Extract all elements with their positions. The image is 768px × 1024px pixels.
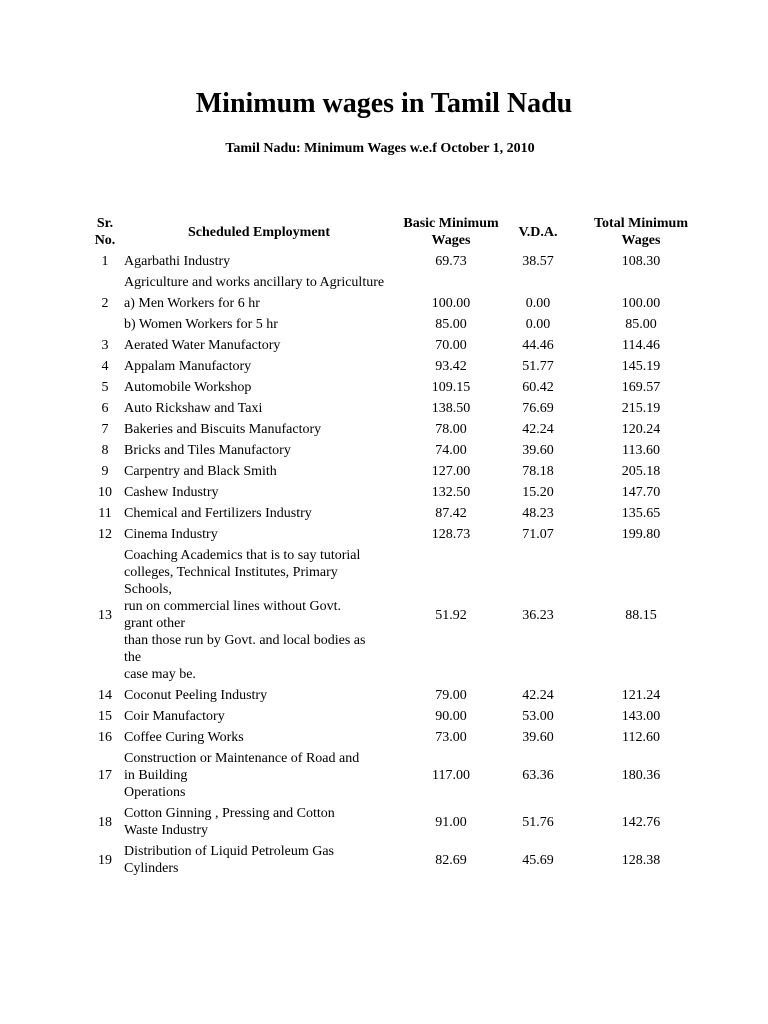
row-sr-no: 17	[98, 768, 112, 783]
row-total-wage: 112.60	[622, 730, 660, 745]
row-total-wage: 121.24	[621, 688, 661, 703]
employment-line: Operations	[124, 785, 186, 800]
header-sr-line2: No.	[94, 233, 116, 248]
row-total-wage: 169.57	[621, 380, 661, 395]
row-sr-no: 3	[101, 338, 109, 353]
row-sr-no: 19	[98, 852, 112, 868]
row-basic-wage	[394, 272, 508, 293]
table-row	[86, 251, 714, 272]
row-employment: Cinema Industry	[124, 527, 218, 542]
row-employment: Coffee Curing Works	[124, 730, 244, 745]
table-row	[86, 461, 714, 482]
header-vda: V.D.A.	[518, 224, 558, 240]
row-vda: 60.42	[522, 380, 554, 395]
row-sr-no: 11	[98, 506, 112, 521]
row-employment: Automobile Workshop	[124, 380, 252, 395]
row-basic-wage: 128.73	[431, 527, 471, 542]
table-row	[86, 803, 714, 841]
row-sr-no: 2	[101, 296, 109, 311]
row-basic-wage: 73.00	[435, 730, 467, 745]
table-row	[86, 293, 714, 314]
header-basic-line1: Basic Minimum	[403, 216, 499, 231]
row-sr-no: 7	[101, 422, 109, 437]
row-employment: Coir Manufactory	[124, 709, 225, 724]
table-row	[86, 748, 714, 803]
employment-line: run on commercial lines without Govt.	[124, 599, 341, 614]
header-sr-line1: Sr.	[96, 216, 114, 231]
row-vda: 39.60	[522, 443, 554, 458]
table-row	[86, 545, 714, 685]
row-employment: b) Women Workers for 5 hr	[124, 317, 278, 332]
employment-line: than those run by Govt. and local bodies as	[124, 633, 366, 648]
employment-line: Cylinders	[124, 861, 179, 876]
row-basic-wage: 93.42	[435, 359, 467, 374]
row-basic-wage: 74.00	[435, 443, 467, 458]
row-basic-wage: 79.00	[435, 688, 467, 703]
row-vda: 42.24	[522, 688, 554, 703]
header-basic-wages	[394, 213, 508, 251]
employment-line: grant other	[124, 616, 186, 631]
row-sr-no: 5	[101, 380, 109, 395]
row-basic-wage: 78.00	[435, 422, 467, 437]
row-total-wage: 100.00	[621, 296, 661, 311]
row-sr-no: 9	[101, 464, 109, 479]
row-sr-no: 13	[98, 607, 112, 623]
row-basic-wage: 82.69	[435, 852, 467, 868]
table-row	[86, 272, 714, 293]
employment-line: Cotton Ginning , Pressing and Cotton	[124, 806, 335, 821]
row-employment: Cashew Industry	[124, 485, 219, 500]
row-total-wage: 180.36	[621, 768, 661, 783]
row-total-wage: 128.38	[621, 852, 661, 868]
row-total-wage: 120.24	[621, 422, 661, 437]
row-vda: 71.07	[522, 527, 554, 542]
row-vda: 51.76	[522, 814, 554, 830]
row-sr-no: 12	[98, 527, 112, 542]
row-employment: Bricks and Tiles Manufactory	[124, 443, 291, 458]
row-vda: 53.00	[522, 709, 554, 724]
row-sr-no: 1	[101, 254, 109, 269]
table-row	[86, 727, 714, 748]
row-employment: Carpentry and Black Smith	[124, 464, 277, 479]
row-employment: Coconut Peeling Industry	[124, 688, 268, 703]
row-sr-no: 15	[98, 709, 112, 724]
header-total-line2: Wages	[621, 233, 661, 248]
row-employment: Auto Rickshaw and Taxi	[124, 401, 263, 416]
row-vda: 44.46	[522, 338, 554, 353]
table-row	[86, 706, 714, 727]
employment-line: Distribution of Liquid Petroleum Gas	[124, 844, 334, 859]
row-basic-wage: 138.50	[431, 401, 471, 416]
row-vda: 78.18	[522, 464, 554, 479]
row-employment	[124, 748, 394, 803]
page-subtitle: Tamil Nadu: Minimum Wages w.e.f October 1, 2010	[225, 141, 535, 156]
header-total-wages	[568, 213, 714, 251]
row-total-wage: 205.18	[621, 464, 661, 479]
row-basic-wage: 69.73	[435, 254, 467, 269]
row-total-wage: 108.30	[621, 254, 661, 269]
header-basic-line2: Wages	[431, 233, 471, 248]
row-vda: 0.00	[525, 296, 551, 311]
row-basic-wage: 85.00	[435, 317, 467, 332]
row-sr-no: 10	[98, 485, 112, 500]
row-basic-wage: 90.00	[435, 709, 467, 724]
header-employment: Scheduled Employment	[188, 224, 330, 240]
row-total-wage: 88.15	[625, 607, 657, 623]
employment-line: Schools,	[124, 582, 172, 597]
row-sr-no: 14	[98, 688, 112, 703]
header-total-line1: Total Minimum	[594, 216, 688, 231]
row-sr-no	[86, 272, 124, 293]
employment-line: case may be.	[124, 667, 196, 682]
row-employment: a) Men Workers for 6 hr	[124, 296, 260, 311]
row-vda: 45.69	[522, 852, 554, 868]
row-sr-no: 16	[98, 730, 112, 745]
table-row	[86, 377, 714, 398]
row-total-wage: 199.80	[621, 527, 661, 542]
row-employment: Chemical and Fertilizers Industry	[124, 506, 312, 521]
employment-line: the	[124, 650, 142, 665]
table-row	[86, 685, 714, 706]
row-basic-wage: 117.00	[432, 768, 470, 783]
row-total-wage: 113.60	[622, 443, 660, 458]
header-sr-no	[86, 213, 124, 251]
row-sr-no: 4	[101, 359, 109, 374]
row-vda: 51.77	[522, 359, 554, 374]
table-row	[86, 524, 714, 545]
row-total-wage: 142.76	[621, 814, 661, 830]
row-vda: 0.00	[525, 317, 551, 332]
row-employment	[124, 545, 394, 685]
employment-line: in Building	[124, 768, 188, 783]
row-basic-wage: 100.00	[431, 296, 471, 311]
row-basic-wage: 132.50	[431, 485, 471, 500]
table-header-row	[86, 213, 714, 251]
table-row	[86, 482, 714, 503]
table-row	[86, 419, 714, 440]
employment-line: Waste Industry	[124, 823, 209, 838]
row-basic-wage: 127.00	[431, 464, 471, 479]
row-employment: Agarbathi Industry	[124, 254, 231, 269]
row-total-wage: 145.19	[621, 359, 661, 374]
table-row	[86, 440, 714, 461]
row-vda: 36.23	[522, 607, 554, 623]
row-basic-wage: 87.42	[435, 506, 467, 521]
employment-line: colleges, Technical Institutes, Primary	[124, 565, 338, 580]
row-vda: 76.69	[522, 401, 554, 416]
employment-line: Coaching Academics that is to say tutorial	[124, 548, 361, 563]
employment-line: Construction or Maintenance of Road and	[124, 751, 360, 766]
row-basic-wage: 91.00	[435, 814, 467, 830]
row-basic-wage: 70.00	[435, 338, 467, 353]
row-vda: 63.36	[522, 768, 554, 783]
row-total-wage: 147.70	[621, 485, 661, 500]
row-sr-no: 8	[101, 443, 109, 458]
row-vda: 42.24	[522, 422, 554, 437]
row-vda: 39.60	[522, 730, 554, 745]
row-sr-no: 6	[101, 401, 109, 416]
row-vda: 48.23	[522, 506, 554, 521]
row-total-wage	[568, 272, 714, 293]
row-total-wage: 85.00	[625, 317, 657, 332]
table-row	[86, 335, 714, 356]
row-employment: Agriculture and works ancillary to Agriculture	[124, 275, 385, 290]
row-basic-wage: 109.15	[431, 380, 471, 395]
table-row	[86, 356, 714, 377]
row-total-wage: 143.00	[621, 709, 661, 724]
page-title: Minimum wages in Tamil Nadu	[195, 88, 573, 119]
row-basic-wage: 51.92	[435, 607, 467, 623]
row-total-wage: 215.19	[621, 401, 661, 416]
row-total-wage: 114.46	[622, 338, 660, 353]
row-employment	[124, 803, 394, 841]
row-employment: Appalam Manufactory	[124, 359, 252, 374]
table-body	[86, 251, 714, 879]
table-row	[86, 841, 714, 879]
minimum-wages-table	[86, 213, 714, 879]
table-row	[86, 314, 714, 335]
row-vda: 15.20	[522, 485, 554, 500]
row-employment: Aerated Water Manufactory	[124, 338, 281, 353]
row-employment: Bakeries and Biscuits Manufactory	[124, 422, 322, 437]
row-sr-no: 18	[98, 814, 112, 830]
row-vda: 38.57	[522, 254, 554, 269]
row-sr-no	[86, 314, 124, 335]
table-row	[86, 503, 714, 524]
row-total-wage: 135.65	[621, 506, 661, 521]
row-vda	[508, 272, 568, 293]
table-row	[86, 398, 714, 419]
row-employment	[124, 841, 394, 879]
